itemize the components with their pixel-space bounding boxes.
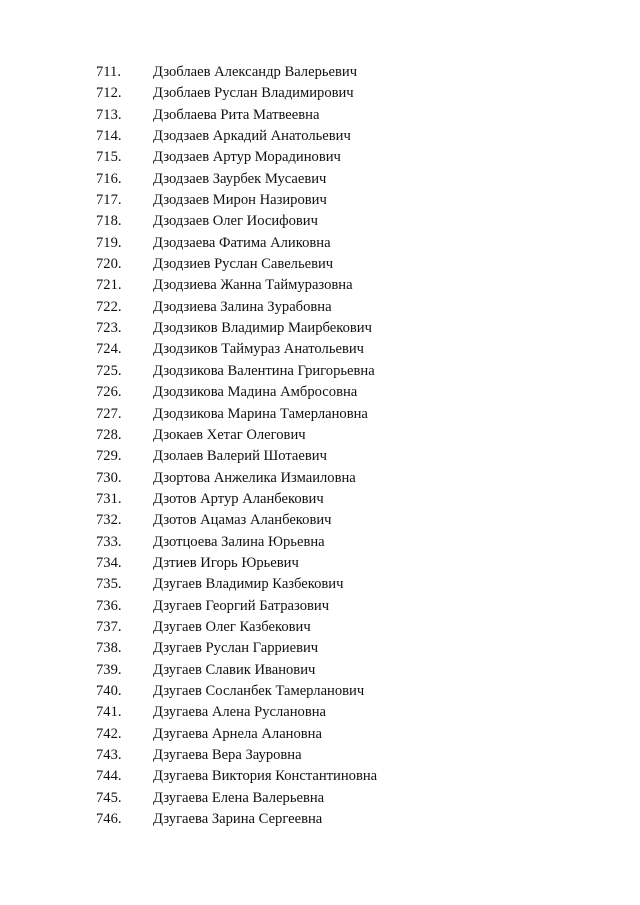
entry-name: Дзодзикова Валентина Григорьевна [153,362,375,379]
entry-number: 733. [96,533,122,550]
list-item [96,363,377,384]
entry-number: 723. [96,320,122,337]
entry-number: 713. [96,106,122,123]
entry-name: Дзодзикова Мадина Амбросовна [153,384,358,401]
list-item [96,85,377,106]
entry-name: Дзотцоева Залина Юрьевна [153,533,325,550]
list-item [96,192,377,213]
entry-name: Дзугаев Владимир Казбекович [153,576,344,593]
entry-name: Дзодзаев Артур Морадинович [153,149,341,166]
entry-number: 739. [96,661,122,678]
entry-number: 740. [96,682,122,699]
entry-name: Дзотов Ацамаз Аланбекович [153,512,332,529]
entry-name: Дзодзаев Мирон Назирович [153,192,327,209]
entry-name: Дзугаева Елена Валерьевна [153,789,325,806]
entry-name: Дзугаев Сосланбек Тамерланович [153,682,365,699]
entry-number: 717. [96,192,122,209]
list-item [96,534,377,555]
list-item [96,128,377,149]
list-item [96,704,377,725]
entry-number: 731. [96,490,122,507]
entry-name: Дзолаев Валерий Шотаевич [153,448,327,465]
entry-name: Дзугаева Виктория Константиновна [153,768,378,785]
entry-name: Дзугаев Славик Иванович [153,661,316,678]
entry-number: 716. [96,170,122,187]
entry-name: Дзодзиков Владимир Маирбекович [153,320,372,337]
entry-name: Дзодзиев Руслан Савельевич [153,256,334,273]
entry-name: Дзугаев Олег Казбекович [153,618,311,635]
entry-number: 728. [96,426,122,443]
list-item [96,427,377,448]
entry-number: 735. [96,576,122,593]
entry-name: Дзодзаев Заурбек Мусаевич [153,170,327,187]
entry-number: 741. [96,704,122,721]
list-item [96,299,377,320]
entry-name: Дзодзикова Марина Тамерлановна [153,405,368,422]
entry-number: 715. [96,149,122,166]
entry-name: Дзодзиева Жанна Таймуразовна [153,277,353,294]
entry-name: Дзугаев Руслан Гарриевич [153,640,319,657]
list-item [96,768,377,789]
entry-number: 744. [96,768,122,785]
list-item [96,683,377,704]
list-item [96,640,377,661]
entry-name: Дзугаева Зарина Сергеевна [153,811,323,828]
entry-name: Дзокаев Хетаг Олегович [153,426,306,443]
list-item [96,790,377,811]
entry-name: Дзугаева Арнела Алановна [153,725,322,742]
entry-name: Дзугаева Вера Зауровна [153,747,302,763]
entry-number: 711. [96,64,121,80]
entry-number: 718. [96,213,122,230]
entry-number: 737. [96,618,122,635]
entry-name: Дзодзаева Фатима Аликовна [153,234,331,251]
entry-number: 745. [96,789,122,806]
list-item [96,341,377,362]
name-list [96,64,377,832]
list-item [96,256,377,277]
entry-number: 714. [96,128,122,145]
entry-number: 734. [96,554,122,571]
entry-number: 724. [96,341,122,358]
entry-number: 726. [96,384,122,401]
list-item [96,726,377,747]
entry-name: Дзоблаев Руслан Владимирович [153,85,354,102]
list-item [96,384,377,405]
entry-name: Дзодзаев Олег Иосифович [153,213,318,230]
list-item [96,213,377,234]
entry-number: 746. [96,811,122,828]
entry-number: 742. [96,725,122,742]
list-item [96,662,377,683]
entry-number: 725. [96,362,122,379]
entry-name: Дзотов Артур Аланбекович [153,490,324,507]
list-item [96,448,377,469]
list-item [96,171,377,192]
entry-name: Дзугаева Алена Руслановна [153,704,327,721]
list-item [96,320,377,341]
list-item [96,64,377,85]
entry-name: Дзугаев Георгий Батразович [153,597,330,614]
list-item [96,406,377,427]
entry-name: Дзоблаев Александр Валерьевич [153,64,358,80]
list-item [96,149,377,170]
entry-number: 736. [96,597,122,614]
entry-number: 729. [96,448,122,465]
entry-number: 712. [96,85,122,102]
entry-number: 732. [96,512,122,529]
entry-name: Дзоблаева Рита Матвеевна [153,106,320,123]
list-item [96,598,377,619]
list-item [96,235,377,256]
list-item [96,491,377,512]
list-item [96,512,377,533]
list-item [96,470,377,491]
entry-number: 730. [96,469,122,486]
list-item [96,747,377,768]
entry-number: 720. [96,256,122,273]
list-item [96,277,377,298]
entry-name: Дзтиев Игорь Юрьевич [153,554,299,571]
entry-name: Дзодзиков Таймураз Анатольевич [153,341,364,358]
entry-name: Дзортова Анжелика Измаиловна [153,469,356,486]
list-item [96,555,377,576]
entry-number: 738. [96,640,122,657]
entry-number: 721. [96,277,122,294]
entry-number: 727. [96,405,122,422]
entry-name: Дзодзаев Аркадий Анатольевич [153,128,351,145]
entry-name: Дзодзиева Залина Зурабовна [153,298,332,315]
entry-number: 743. [96,747,122,763]
list-item [96,576,377,597]
list-item [96,811,377,832]
entry-number: 719. [96,234,122,251]
list-item [96,619,377,640]
list-item [96,107,377,128]
entry-number: 722. [96,298,122,315]
